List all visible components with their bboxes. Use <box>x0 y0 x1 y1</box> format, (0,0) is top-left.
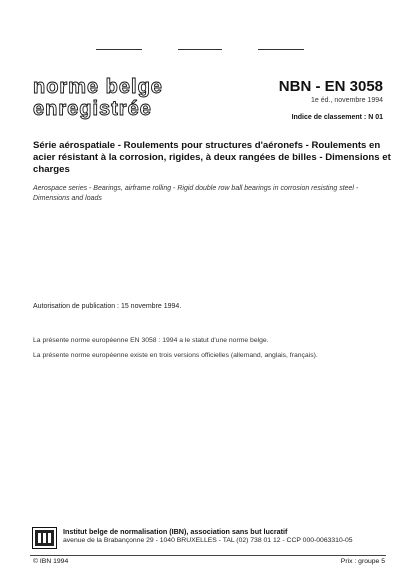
copyright-notice: © IBN 1994 <box>33 558 69 565</box>
document-title-french: Série aérospatiale - Roulements pour structures d'aéronefs - Roulements en acier résistant à la corrosion, rigides, à deux rangées de billes - Dimensions et charges <box>33 140 391 175</box>
versions-note: La présente norme européenne existe en trois versions officielles (allemand, anglais, français). <box>33 352 318 359</box>
publication-authorization: Autorisation de publication : 15 novembre 1994. <box>33 303 182 310</box>
header-rule-right <box>258 49 304 50</box>
classification-index: Indice de classement : N 01 <box>291 114 383 121</box>
status-note: La présente norme européenne EN 3058 : 1994 a le statut d'une norme belge. <box>33 337 269 344</box>
standard-number: NBN - EN 3058 <box>278 78 383 95</box>
brand-line-1: norme belge <box>33 76 163 98</box>
institute-name: Institut belge de normalisation (IBN), association sans but lucratif <box>63 527 288 536</box>
document-title-english: Aerospace series - Bearings, airframe rolling - Rigid double row ball bearings in corrosion resisting steel - Dimensions and loads <box>33 185 359 202</box>
ibn-logo-icon <box>32 527 57 549</box>
brand-line-2: enregistrée <box>33 98 152 120</box>
footer-rule <box>30 555 386 556</box>
price-group: Prix : groupe 5 <box>340 558 385 565</box>
header-rule-left <box>96 49 142 50</box>
institute-address: avenue de la Brabançonne 29 - 1040 BRUXELLES - TAL (02) 738 01 12 - CCP 000-0063310-05 <box>63 537 353 544</box>
header-rule-middle <box>178 49 222 50</box>
edition-date: 1e éd., novembre 1994 <box>311 97 383 104</box>
